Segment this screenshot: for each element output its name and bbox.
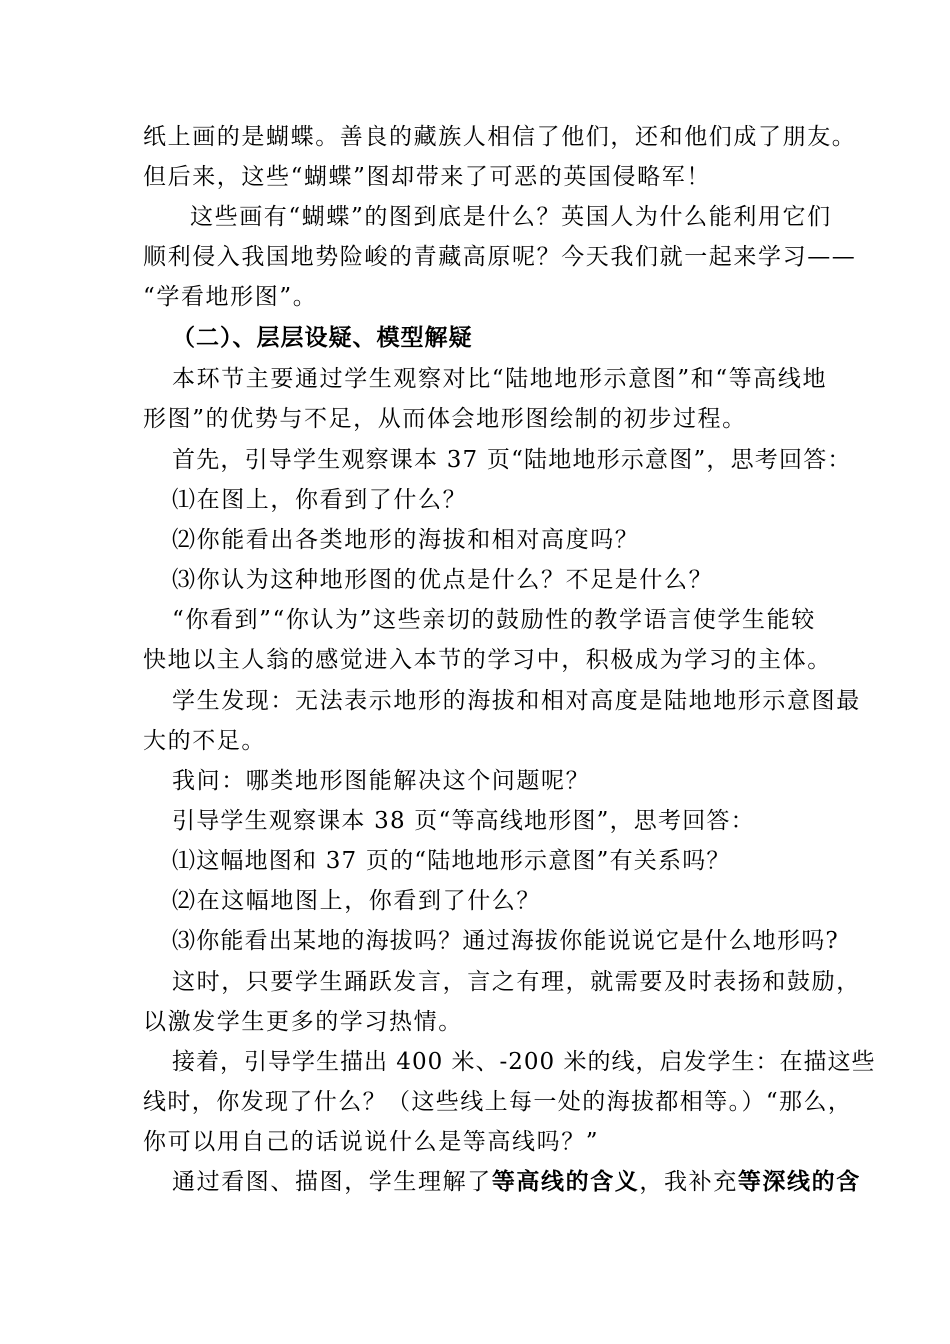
paragraph-line: 纸上画的是蝴蝶。善良的藏族人相信了他们，还和他们成了朋友。 bbox=[143, 124, 857, 150]
paragraph-line-mixed bbox=[172, 1167, 861, 1197]
paragraph-line: 顺利侵入我国地势险峻的青藏高原呢？今天我们就一起来学习—— bbox=[143, 244, 857, 270]
text-run: 通过看图、描图，学生理解了 bbox=[172, 1169, 492, 1195]
paragraph-line: 这时，只要学生踊跃发言，言之有理，就需要及时表扬和鼓励， bbox=[172, 969, 861, 995]
question-item: ⑵你能看出各类地形的海拔和相对高度吗？ bbox=[172, 527, 640, 553]
paragraph-line: 以激发学生更多的学习热情。 bbox=[143, 1009, 463, 1035]
question-item: ⑴这幅地图和 37 页的“陆地地形示意图”有关系吗？ bbox=[172, 848, 731, 874]
paragraph-line: 快地以主人翁的感觉进入本节的学习中，积极成为学习的主体。 bbox=[143, 647, 832, 673]
paragraph-line: 这些画有“蝴蝶”的图到底是什么？英国人为什么能利用它们 bbox=[190, 204, 832, 230]
paragraph-line: 但后来，这些“蝴蝶”图却带来了可恶的英国侵略军！ bbox=[143, 164, 711, 190]
paragraph-line: 本环节主要通过学生观察对比“陆地地形示意图”和“等高线地 bbox=[172, 366, 828, 392]
paragraph-line: 我问：哪类地形图能解决这个问题呢？ bbox=[172, 768, 591, 794]
bold-term-contour-meaning: 等高线的含义 bbox=[491, 1168, 640, 1195]
question-item: ⑴在图上，你看到了什么？ bbox=[172, 487, 468, 513]
bold-term-isobath-meaning: 等深线的含 bbox=[737, 1168, 861, 1195]
question-item: ⑶你认为这种地形图的优点是什么？不足是什么？ bbox=[172, 567, 714, 593]
question-item: ⑵在这幅地图上，你看到了什么？ bbox=[172, 888, 541, 914]
paragraph-line: 你可以用自己的话说说什么是等高线吗？” bbox=[143, 1129, 600, 1155]
text-run: ，我补充 bbox=[639, 1169, 738, 1195]
paragraph-line: “你看到”“你认为”这些亲切的鼓励性的教学语言使学生能较 bbox=[172, 607, 816, 633]
paragraph-line: 大的不足。 bbox=[143, 728, 266, 754]
paragraph-line: 首先，引导学生观察课本 37 页“陆地地形示意图”，思考回答： bbox=[172, 447, 852, 473]
question-item: ⑶你能看出某地的海拔吗？通过海拔你能说说它是什么地形吗? bbox=[172, 928, 839, 954]
paragraph-line: 形图”的优势与不足，从而体会地形图绘制的初步过程。 bbox=[143, 406, 747, 432]
paragraph-line: 线时，你发现了什么？（这些线上每一处的海拔都相等。）“那么， bbox=[143, 1089, 853, 1115]
paragraph-line: “学看地形图”。 bbox=[143, 284, 318, 310]
paragraph-line: 引导学生观察课本 38 页“等高线地形图”，思考回答： bbox=[172, 808, 755, 834]
section-heading: （二）、层层设疑、模型解疑 bbox=[172, 325, 473, 351]
paragraph-line: 学生发现：无法表示地形的海拔和相对高度是陆地地形示意图最 bbox=[172, 688, 861, 714]
paragraph-line: 接着，引导学生描出 400 米、-200 米的线，启发学生：在描这些 bbox=[172, 1049, 876, 1075]
